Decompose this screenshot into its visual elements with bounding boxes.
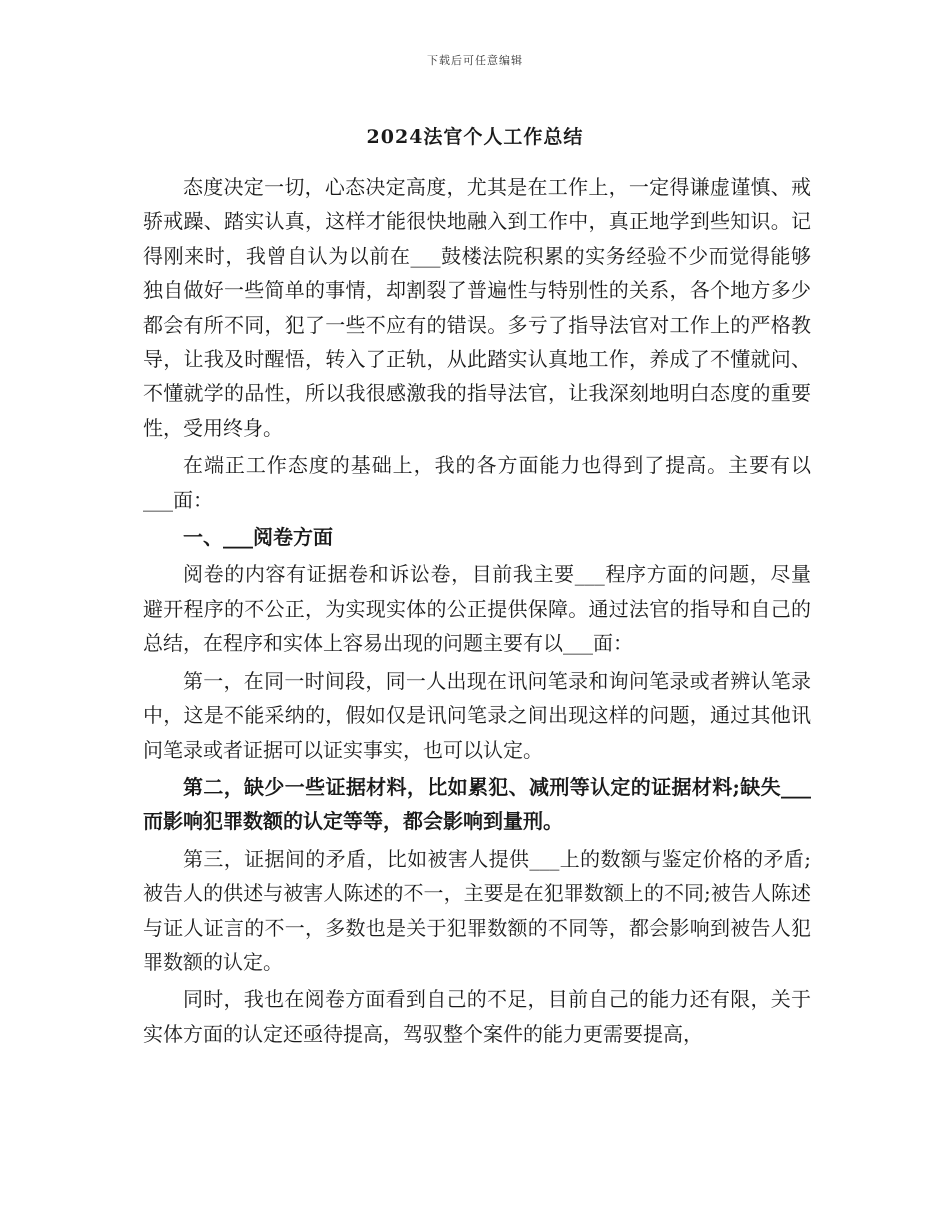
paragraph-attitude: 态度决定一切，心态决定高度，尤其是在工作上，一定得谦虚谨慎、戒骄戒躁、踏实认真，这样才能很快地融入到工作中，真正地学到些知识。记得刚来时，我曾自认为以前在___鼓楼法院积累的实务经验不少而觉得能够独自做好一些简单的事情，却割裂了普遍性与特别性的关系，各个地方多少都会有所不同，犯了一些不应有的错误。多亏了指导法官对工作上的严格教导，让我及时醒悟，转入了正轨，从此踏实认真地工作，养成了不懂就问、不懂就学的品性，所以我很感激我的指导法官，让我深刻地明白态度的重要性，受用终身。 — [143, 175, 811, 440]
document-title: 2024法官个人工作总结 — [366, 126, 584, 148]
paragraph-shortcomings: 同时，我也在阅卷方面看到自己的不足，目前自己的能力还有限，关于实体方面的认定还亟待提高，驾驭整个案件的能力更需要提高， — [143, 987, 811, 1046]
paragraph-point-three: 第三，证据间的矛盾，比如被害人提供___上的数额与鉴定价格的矛盾;被告人的供述与被害人陈述的不一，主要是在犯罪数额上的不同;被告人陈述与证人证言的不一，多数也是关于犯罪数额的不同等，都会影响到被告人犯罪数额的认定。 — [143, 846, 811, 974]
paragraph-reading-content: 阅卷的内容有证据卷和诉讼卷，目前我主要___程序方面的问题，尽量避开程序的不公正，为实现实体的公正提供保障。通过法官的指导和自己的总结，在程序和实体上容易出现的问题主要有以___面： — [143, 562, 811, 656]
paragraph-abilities-intro: 在端正工作态度的基础上，我的各方面能力也得到了提高。主要有以___面： — [143, 453, 811, 512]
page-header: 下载后可任意编辑 — [427, 54, 523, 67]
section-heading-reading: 一、___阅卷方面 — [183, 525, 333, 550]
document-body — [143, 170, 811, 1054]
paragraph-point-two: 第二，缺少一些证据材料，比如累犯、减刑等认定的证据材料;缺失___而影响犯罪数额的认定等等，都会影响到量刑。 — [143, 774, 811, 834]
paragraph-point-one: 第一，在同一时间段，同一人出现在讯问笔录和询问笔录或者辨认笔录中，这是不能采纳的，假如仅是讯问笔录之间出现这样的问题，通过其他讯问笔录或者证据可以证实事实，也可以认定。 — [143, 668, 811, 762]
